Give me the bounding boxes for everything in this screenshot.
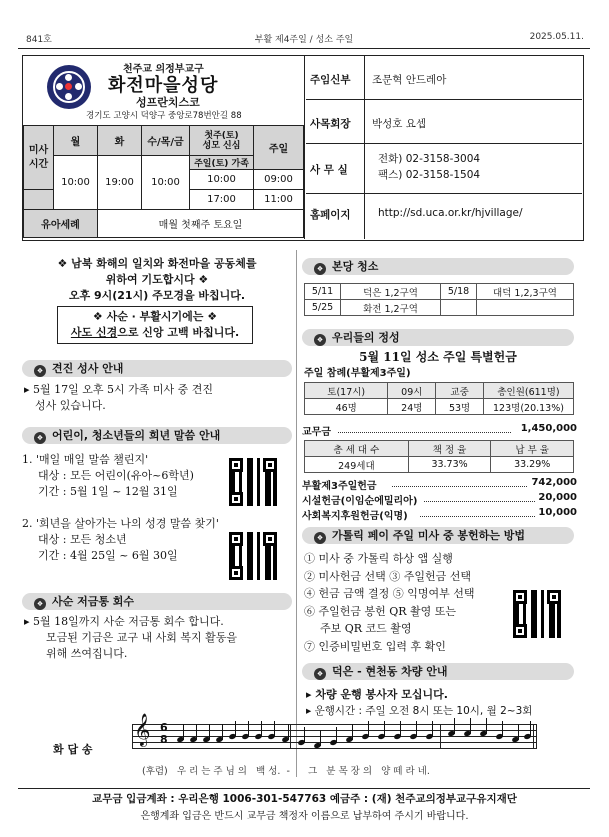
issue-date: 2025.05.11. (529, 32, 584, 42)
office-fax: 팩스) 02-3158-1504 (378, 169, 481, 181)
music-note-stem (209, 724, 210, 740)
music-note-stem (274, 721, 275, 737)
section-cleaning-title: 본당 청소 (332, 260, 379, 273)
cleaning-date: 5/18 (441, 284, 477, 300)
music-note-stem (248, 721, 249, 737)
bullet-icon: ❖ (314, 334, 326, 346)
top-strip (18, 30, 590, 46)
rate-head: 책 정 율 (408, 441, 491, 457)
cleaning-area: 대덕 1,2,3구역 (477, 284, 574, 300)
rate-value: 33.29% (491, 457, 574, 473)
facility-offering-label: 시설헌금(이임순에밀리아) (302, 496, 418, 507)
offering-heading: 5월 11일 성소 주일 특별헌금 (359, 350, 517, 364)
cleaning-date: 5/11 (305, 284, 341, 300)
bullet-icon: ❖ (314, 263, 326, 275)
creed-notice-box (57, 306, 253, 344)
music-note-stem (261, 721, 262, 737)
bank-account-info: 교무금 입금계좌 : 우리은행 1006-301-547763 예금주 : (재) 천주교의정부교구유지재단 (92, 793, 517, 805)
music-note-stem (518, 724, 519, 740)
attendance-value: 53명 (436, 399, 484, 415)
section-offering-title: 우리들의 정성 (332, 331, 400, 344)
rate-value: 249세대 (305, 457, 409, 473)
creed-line-1: ❖ 사순 · 부활시기에는 ❖ (92, 310, 218, 323)
music-note-stem (235, 721, 236, 737)
infant-baptism-value: 매월 첫째주 토요일 (98, 210, 304, 238)
shuttle-volunteer-text: 차량 운행 봉사자 모십니다. (315, 688, 448, 701)
sat-time-1: 10:00 (190, 170, 254, 190)
confirmation-text (24, 382, 213, 414)
diocese-name: 천주교 의정부교구 (123, 64, 204, 75)
parish-header (22, 55, 584, 241)
pay-step-6-cont: 주보 QR 코드 촬영 (320, 622, 412, 635)
general-dues-label: 교무금 (302, 427, 331, 438)
attendance-value: 123명(20.13%) (484, 399, 574, 415)
music-note-stem (304, 727, 305, 743)
attendance-head: 총인원(611명) (484, 383, 574, 399)
office-label: 사 무 실 (310, 164, 348, 176)
pay-step-7: ⑦ 인증비밀번호 입력 후 확인 (304, 639, 446, 653)
prayer-line-2: 위하여 기도합시다 ❖ (105, 273, 209, 286)
section-catholic-pay-title: 가톨릭 페이 주일 미사 중 봉헌하는 방법 (332, 529, 525, 542)
sat-time-2: 17:00 (190, 190, 254, 210)
section-shuttle-title: 덕은 - 현천동 차량 안내 (332, 665, 448, 678)
attendance-head: 교중 (436, 383, 484, 399)
confirmation-line-1: 5월 17일 오후 5시 가족 미사 중 견진 (33, 383, 214, 396)
jubilee-item-2-period: 기간 : 4월 25일 ~ 6월 30일 (38, 549, 178, 562)
piggybank-line-2: 모금된 기금은 교구 내 사회 복지 활동을 (46, 631, 237, 644)
president-label: 사목회장 (310, 118, 351, 130)
triangle-bullet-icon: ▸ (24, 383, 34, 396)
attendance-value: 24명 (388, 399, 436, 415)
music-note-stem (486, 718, 487, 734)
confirmation-line-2: 성사 있습니다. (35, 399, 106, 412)
bank-account-notice: 은행계좌 입금은 반드시 교무금 책정자 이름으로 납부하여 주시기 바랍니다. (140, 811, 469, 822)
section-confirmation (22, 360, 292, 377)
day-wed-fri: 수/목/금 (142, 126, 190, 156)
welfare-offering-row (302, 507, 577, 522)
music-note-stem (196, 724, 197, 740)
easter-offering-row (302, 477, 577, 492)
jubilee-item-1-title: 1. '매일 매일 말씀 챌린지' (22, 453, 149, 466)
section-offering (302, 329, 574, 346)
pay-step-6: ⑥ 주일헌금 봉헌 QR 촬영 또는 (304, 604, 457, 618)
jubilee-item-1 (22, 452, 222, 500)
music-note-stem (336, 727, 337, 743)
priest-row (306, 56, 582, 100)
triangle-bullet-icon: ▸ (24, 615, 34, 628)
day-first-sat: 첫주(토) 성모 신심 (190, 126, 254, 156)
music-notes (132, 721, 537, 748)
jubilee-item-2-title: 2. '희년을 살아가는 나의 성경 말씀 찾기' (22, 517, 219, 530)
attendance-label: 주일 참례(부활제3주일) (304, 368, 411, 379)
facility-offering-row (302, 492, 577, 507)
time-signature: 6 8 (160, 721, 168, 746)
qr-code-icon[interactable] (229, 458, 277, 506)
section-piggybank (22, 593, 292, 610)
president-name: 박성호 요셉 (372, 118, 427, 130)
section-cleaning (302, 258, 574, 275)
cleaning-table (304, 283, 574, 316)
prayer-line-1: ❖ 남북 화해의 일치와 화전마을 공동체를 (57, 257, 257, 270)
music-note-stem (288, 724, 289, 740)
shuttle-schedule (306, 703, 532, 718)
attendance-head: 토(17시) (305, 383, 388, 399)
column-divider (296, 250, 297, 777)
sun-time-1: 09:00 (254, 170, 304, 190)
rate-value: 33.73% (408, 457, 491, 473)
attendance-head: 09시 (388, 383, 436, 399)
attendance-value: 46명 (305, 399, 388, 415)
liturgical-week: 부활 제4주일 / 성소 주일 (254, 35, 354, 45)
general-dues-row (302, 423, 577, 438)
music-note-stem (400, 721, 401, 737)
shuttle-schedule-text: 운행시간 : 주일 오전 8시 또는 10시, 월 2~3회 (314, 705, 533, 717)
catholic-pay-steps (304, 550, 475, 655)
facility-offering-amount: 20,000 (538, 492, 577, 503)
mass-time-label: 미사 시간 (24, 126, 54, 190)
triangle-bullet-icon: ▸ (306, 705, 315, 717)
day-family-sat: 주일(토) 가족 (190, 156, 254, 170)
day-mon: 월 (54, 126, 98, 156)
prayer-line-3: 오후 9시(21시) 주모경을 바칩니다. (68, 289, 246, 302)
attendance-table (304, 382, 574, 415)
bullet-icon: ❖ (34, 598, 46, 610)
piggybank-line-3: 위해 쓰여집니다. (46, 647, 128, 660)
mon-time: 10:00 (54, 156, 98, 210)
issue-number: 841호 (26, 35, 52, 45)
creed-line-2: 으로 신앙 고백 바칩니다. (117, 326, 240, 339)
music-note-stem (470, 718, 471, 734)
footer-divider (18, 788, 590, 789)
president-row (306, 100, 582, 144)
section-jubilee-title: 어린이, 청소년들의 희년 말씀 안내 (52, 429, 221, 442)
section-confirmation-title: 견진 성사 안내 (52, 362, 124, 375)
music-note-stem (384, 721, 385, 737)
priest-name: 조문혁 안드레아 (372, 74, 447, 86)
dues-rate-table (304, 440, 574, 473)
bullet-icon: ❖ (314, 668, 326, 680)
patron-saint: 성프란치스코 (136, 96, 200, 109)
music-note-stem (352, 724, 353, 740)
easter-offering-amount: 742,000 (531, 477, 577, 488)
music-note-stem (368, 721, 369, 737)
cleaning-area: 화전 1,2구역 (341, 300, 441, 316)
music-note-stem (416, 721, 417, 737)
welfare-offering-amount: 10,000 (538, 507, 577, 518)
top-divider (18, 48, 590, 49)
website-label: 홈페이지 (310, 209, 351, 221)
music-note-stem (320, 730, 321, 746)
music-note-stem (530, 721, 531, 737)
rate-head: 총 세 대 수 (305, 441, 409, 457)
welfare-offering-label: 사회복지후원헌금(익명) (302, 511, 408, 522)
music-note-stem (502, 721, 503, 737)
prayer-notice (22, 256, 292, 304)
piggybank-text (24, 614, 237, 662)
treble-clef-icon: 𝄞 (134, 713, 151, 746)
parish-info-panel (23, 56, 305, 239)
website-url[interactable]: http://sd.uca.or.kr/hjvillage/ (378, 207, 523, 219)
rate-head: 납 부 율 (491, 441, 574, 457)
office-row (306, 144, 582, 194)
jubilee-item-1-period: 기간 : 5월 1일 ~ 12월 31일 (38, 485, 178, 498)
cleaning-date (441, 300, 477, 316)
triangle-bullet-icon: ▸ (306, 688, 316, 701)
jubilee-item-2-target: 대상 : 모든 청소년 (38, 533, 127, 546)
qr-code-icon[interactable] (513, 590, 561, 638)
mass-schedule-table (23, 125, 304, 238)
section-catholic-pay (302, 527, 574, 544)
parish-contact-panel (306, 56, 582, 239)
cleaning-area: 덕은 1,2구역 (341, 284, 441, 300)
creed-keyword: 사도 신경 (70, 326, 118, 339)
pay-step-4-5: ④ 헌금 금액 결정 ⑤ 익명여부 선택 (304, 587, 475, 600)
music-note-stem (183, 724, 184, 740)
pay-step-2-3: ② 미사헌금 선택 ③ 주일헌금 선택 (304, 569, 471, 583)
bullet-icon: ❖ (34, 432, 46, 444)
priest-label: 주임신부 (310, 74, 351, 86)
parish-address: 경기도 고양시 덕양구 중앙로78번안길 88 (86, 111, 242, 121)
day-sunday: 주일 (254, 126, 304, 170)
jubilee-item-1-target: 대상 : 모든 어린이(유아~6학년) (38, 469, 194, 482)
hymn-lyrics: (후렴) 우 리 는 주 님 의 백 성. - 그 분 목 장 의 양 떼 라 네. (142, 766, 430, 777)
cleaning-area (477, 300, 574, 316)
tue-time: 19:00 (98, 156, 142, 210)
wed-time: 10:00 (142, 156, 190, 210)
section-piggybank-title: 사순 저금통 회수 (52, 595, 135, 608)
office-phone: 전화) 02-3158-3004 (378, 153, 481, 165)
section-shuttle (302, 663, 574, 680)
music-note-stem (454, 718, 455, 734)
piggybank-line-1: 5월 18일까지 사순 저금통 회수 합니다. (33, 615, 224, 628)
sun-time-2: 11:00 (254, 190, 304, 210)
easter-offering-label: 부활제3주일헌금 (302, 481, 377, 492)
music-note-stem (432, 721, 433, 737)
qr-code-icon[interactable] (229, 532, 277, 580)
day-tue: 화 (98, 126, 142, 156)
music-note-stem (222, 724, 223, 740)
parish-name: 화전마을성당 (108, 75, 219, 96)
section-jubilee (22, 427, 292, 444)
bullet-icon: ❖ (34, 365, 46, 377)
parish-logo-icon (47, 65, 91, 109)
general-dues-amount: 1,450,000 (520, 423, 577, 434)
cleaning-date: 5/25 (305, 300, 341, 316)
pay-step-1: ① 미사 중 가톨릭 하상 앱 실행 (304, 552, 453, 565)
website-row (306, 194, 582, 239)
shuttle-volunteer (306, 686, 448, 702)
bullet-icon: ❖ (314, 532, 326, 544)
hymn-label: 화 답 송 (53, 743, 93, 756)
infant-baptism-label: 유아세례 (24, 210, 98, 238)
